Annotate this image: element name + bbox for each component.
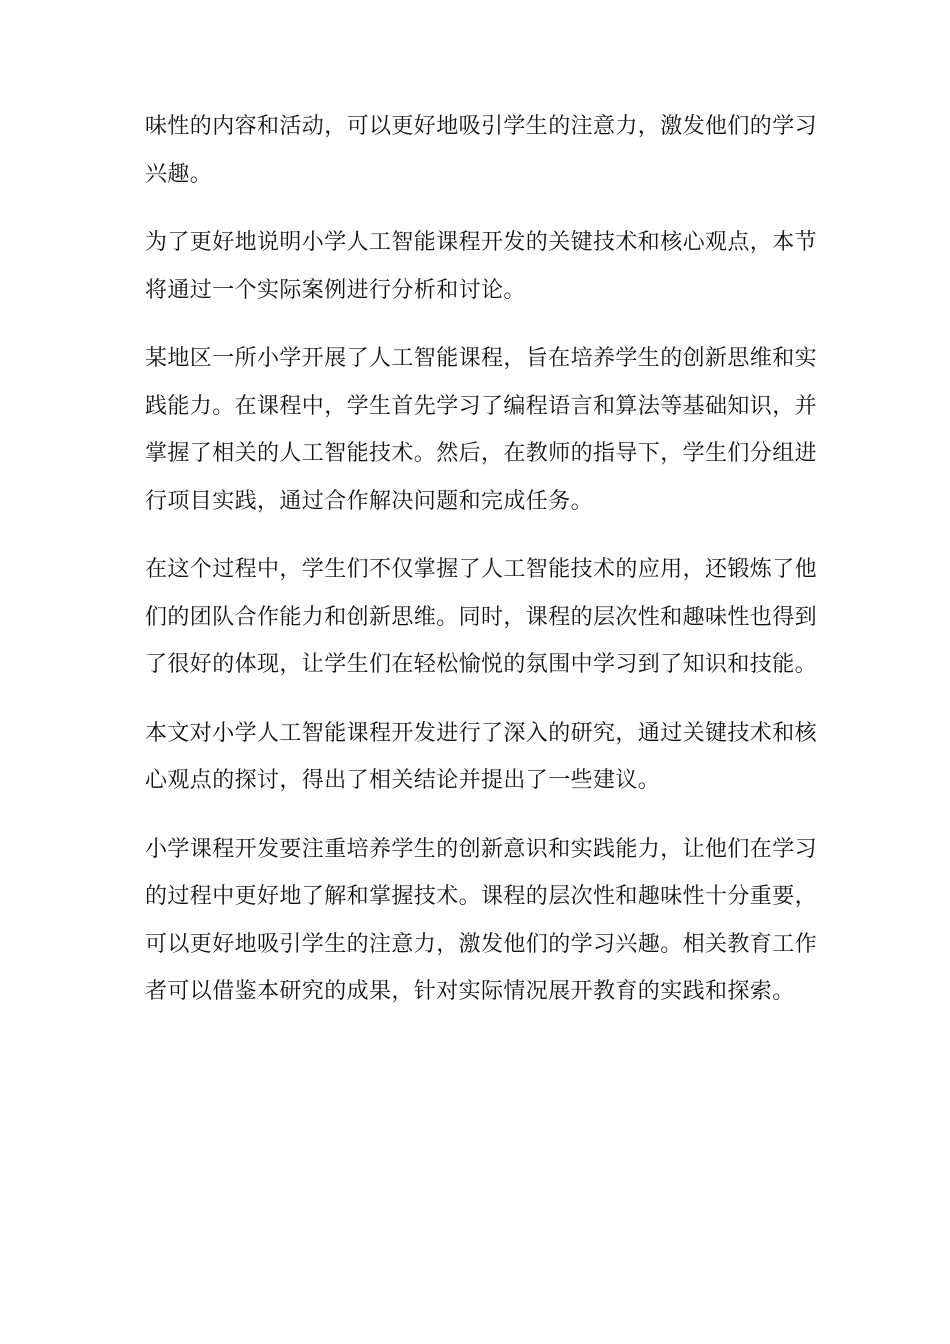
paragraph-4 <box>145 546 818 689</box>
paragraph-1 <box>145 103 818 198</box>
paragraph-line: 可以更好地吸引学生的注意力，激发他们的学习兴趣。相关教育工作 <box>145 931 818 957</box>
paragraph-line: 某地区一所小学开展了人工智能课程，旨在培养学生的创新思维和实 <box>145 346 818 371</box>
paragraph-line: 行项目实践，通过合作解决问题和完成任务。 <box>145 488 594 514</box>
paragraph-line: 将通过一个实际案例进行分析和讨论。 <box>145 277 526 303</box>
paragraph-line: 兴趣。 <box>145 161 213 187</box>
paragraph-6 <box>145 826 818 1016</box>
paragraph-5 <box>145 710 818 805</box>
paragraph-line: 掌握了相关的人工智能技术。然后，在教师的指导下，学生们分组进 <box>145 441 818 466</box>
paragraph-3 <box>145 335 818 525</box>
paragraph-line: 本文对小学人工智能课程开发进行了深入的研究，通过关键技术和核 <box>145 720 818 746</box>
document-page <box>145 103 818 1037</box>
paragraph-line: 心观点的探讨，得出了相关结论并提出了一些建议。 <box>145 768 661 793</box>
paragraph-line: 践能力。在课程中，学生首先学习了编程语言和算法等基础知识，并 <box>145 393 818 419</box>
paragraph-line: 味性的内容和活动，可以更好地吸引学生的注意力，激发他们的学习 <box>145 114 818 139</box>
paragraph-line: 了很好的体现，让学生们在轻松愉悦的氛围中学习到了知识和技能。 <box>145 652 818 677</box>
paragraph-line: 的过程中更好地了解和掌握技术。课程的层次性和趣味性十分重要， <box>145 884 818 909</box>
paragraph-line: 在这个过程中，学生们不仅掌握了人工智能技术的应用，还锻炼了他 <box>145 557 818 582</box>
paragraph-line: 小学课程开发要注重培养学生的创新意识和实践能力，让他们在学习 <box>145 836 818 862</box>
paragraph-line: 们的团队合作能力和创新思维。同时，课程的层次性和趣味性也得到 <box>145 604 818 630</box>
paragraph-2 <box>145 219 818 314</box>
paragraph-line: 为了更好地说明小学人工智能课程开发的关键技术和核心观点，本节 <box>145 230 818 255</box>
paragraph-line: 者可以借鉴本研究的成果，针对实际情况展开教育的实践和探索。 <box>145 979 795 1004</box>
